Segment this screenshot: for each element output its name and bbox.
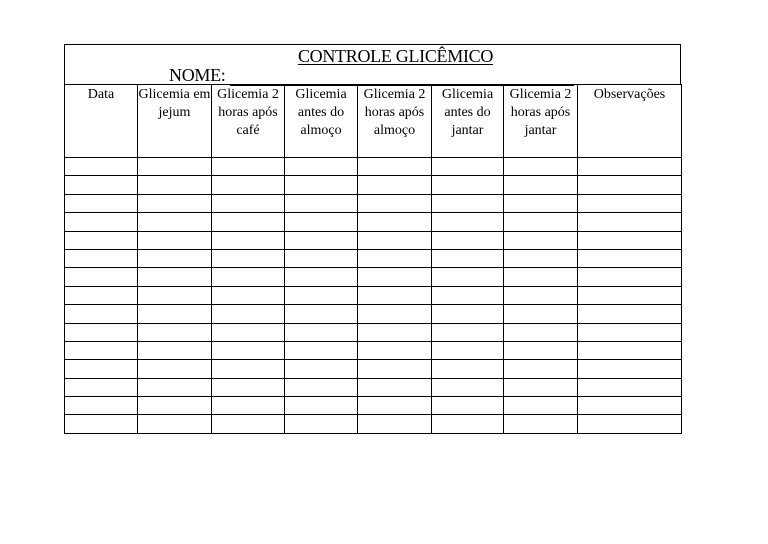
cell-fasting[interactable] [138,360,212,378]
cell-after-lunch[interactable] [358,176,432,194]
cell-after-lunch[interactable] [358,194,432,212]
table-row [65,231,682,249]
cell-fasting[interactable] [138,249,212,267]
cell-date[interactable] [65,360,138,378]
cell-after-dinner[interactable] [504,231,578,249]
cell-before-lunch[interactable] [285,378,358,396]
cell-after-lunch[interactable] [358,397,432,415]
cell-after-lunch[interactable] [358,415,432,433]
cell-fasting[interactable] [138,415,212,433]
header-after-breakfast: Glicemia 2 horas após café [212,85,285,158]
cell-before-dinner[interactable] [432,378,504,396]
cell-before-dinner[interactable] [432,286,504,304]
cell-after-dinner[interactable] [504,194,578,212]
cell-after-lunch[interactable] [358,323,432,341]
cell-after-dinner[interactable] [504,268,578,286]
cell-before-dinner[interactable] [432,231,504,249]
cell-observations[interactable] [578,231,682,249]
table-row [65,286,682,304]
cell-after-lunch[interactable] [358,305,432,323]
cell-after-dinner[interactable] [504,360,578,378]
table-row [65,249,682,267]
cell-after-breakfast[interactable] [212,341,285,359]
cell-after-dinner[interactable] [504,305,578,323]
cell-before-dinner[interactable] [432,213,504,231]
cell-after-breakfast[interactable] [212,286,285,304]
table-row [65,360,682,378]
cell-observations[interactable] [578,249,682,267]
glucose-table [64,84,682,434]
cell-after-dinner[interactable] [504,176,578,194]
cell-after-lunch[interactable] [358,341,432,359]
cell-date[interactable] [65,231,138,249]
table-row [65,176,682,194]
cell-after-breakfast[interactable] [212,176,285,194]
cell-before-lunch[interactable] [285,341,358,359]
cell-after-breakfast[interactable] [212,397,285,415]
table-row [65,378,682,396]
table-body [65,158,682,434]
cell-date[interactable] [65,378,138,396]
header-observations: Observações [578,85,682,158]
cell-after-dinner[interactable] [504,323,578,341]
cell-before-lunch[interactable] [285,176,358,194]
form-title: CONTROLE GLICÊMICO [297,46,494,66]
cell-after-lunch[interactable] [358,378,432,396]
cell-before-lunch[interactable] [285,323,358,341]
cell-after-lunch[interactable] [358,213,432,231]
table-row [65,397,682,415]
cell-before-dinner[interactable] [432,397,504,415]
cell-after-dinner[interactable] [504,378,578,396]
name-label: NOME: [169,65,226,85]
cell-date[interactable] [65,323,138,341]
cell-after-dinner[interactable] [504,158,578,176]
cell-date[interactable] [65,249,138,267]
cell-fasting[interactable] [138,231,212,249]
cell-observations[interactable] [578,341,682,359]
cell-before-lunch[interactable] [285,415,358,433]
cell-after-breakfast[interactable] [212,268,285,286]
header-fasting: Glicemia em jejum [138,85,212,158]
cell-date[interactable] [65,213,138,231]
cell-before-dinner[interactable] [432,176,504,194]
cell-before-dinner[interactable] [432,341,504,359]
cell-fasting[interactable] [138,268,212,286]
cell-before-lunch[interactable] [285,231,358,249]
cell-before-lunch[interactable] [285,286,358,304]
cell-fasting[interactable] [138,194,212,212]
cell-before-dinner[interactable] [432,323,504,341]
cell-after-dinner[interactable] [504,249,578,267]
cell-fasting[interactable] [138,378,212,396]
header-after-lunch: Glicemia 2 horas após almoço [358,85,432,158]
table-row [65,341,682,359]
cell-fasting[interactable] [138,158,212,176]
table-row [65,415,682,433]
cell-date[interactable] [65,415,138,433]
cell-fasting[interactable] [138,286,212,304]
cell-observations[interactable] [578,378,682,396]
cell-observations[interactable] [578,323,682,341]
cell-observations[interactable] [578,176,682,194]
cell-before-lunch[interactable] [285,360,358,378]
cell-observations[interactable] [578,213,682,231]
cell-before-dinner[interactable] [432,194,504,212]
cell-before-lunch[interactable] [285,213,358,231]
cell-observations[interactable] [578,286,682,304]
cell-fasting[interactable] [138,176,212,194]
cell-after-lunch[interactable] [358,158,432,176]
cell-before-lunch[interactable] [285,249,358,267]
cell-after-dinner[interactable] [504,415,578,433]
cell-before-lunch[interactable] [285,158,358,176]
cell-before-lunch[interactable] [285,194,358,212]
cell-date[interactable] [65,194,138,212]
table-row [65,194,682,212]
cell-after-breakfast[interactable] [212,231,285,249]
cell-observations[interactable] [578,397,682,415]
table-row [65,213,682,231]
cell-date[interactable] [65,176,138,194]
cell-after-lunch[interactable] [358,360,432,378]
cell-after-breakfast[interactable] [212,305,285,323]
name-row [169,65,574,86]
cell-before-lunch[interactable] [285,397,358,415]
cell-before-dinner[interactable] [432,249,504,267]
header-date: Data [65,85,138,158]
cell-before-dinner[interactable] [432,360,504,378]
form-header [64,44,681,85]
table-header-row [65,85,682,158]
cell-observations[interactable] [578,360,682,378]
cell-before-lunch[interactable] [285,305,358,323]
cell-date[interactable] [65,341,138,359]
cell-after-dinner[interactable] [504,397,578,415]
table-row [65,158,682,176]
cell-after-dinner[interactable] [504,286,578,304]
header-after-dinner: Glicemia 2 horas após jantar [504,85,578,158]
cell-before-dinner[interactable] [432,158,504,176]
cell-date[interactable] [65,268,138,286]
cell-observations[interactable] [578,305,682,323]
header-before-dinner: Glicemia antes do jantar [432,85,504,158]
cell-after-lunch[interactable] [358,286,432,304]
cell-after-breakfast[interactable] [212,158,285,176]
cell-before-dinner[interactable] [432,305,504,323]
cell-date[interactable] [65,286,138,304]
cell-after-breakfast[interactable] [212,378,285,396]
table-row [65,323,682,341]
cell-after-breakfast[interactable] [212,360,285,378]
cell-observations[interactable] [578,415,682,433]
cell-after-dinner[interactable] [504,213,578,231]
cell-after-breakfast[interactable] [212,213,285,231]
cell-observations[interactable] [578,194,682,212]
table-row [65,268,682,286]
glucose-control-form [64,44,681,438]
cell-before-dinner[interactable] [432,268,504,286]
cell-after-breakfast[interactable] [212,323,285,341]
cell-fasting[interactable] [138,341,212,359]
cell-before-dinner[interactable] [432,415,504,433]
cell-fasting[interactable] [138,397,212,415]
cell-after-lunch[interactable] [358,268,432,286]
cell-before-lunch[interactable] [285,268,358,286]
cell-observations[interactable] [578,268,682,286]
cell-fasting[interactable] [138,323,212,341]
table-row [65,305,682,323]
header-before-lunch: Glicemia antes do almoço [285,85,358,158]
cell-fasting[interactable] [138,213,212,231]
cell-observations[interactable] [578,158,682,176]
cell-after-dinner[interactable] [504,341,578,359]
cell-date[interactable] [65,158,138,176]
cell-after-breakfast[interactable] [212,194,285,212]
cell-after-lunch[interactable] [358,249,432,267]
cell-date[interactable] [65,305,138,323]
cell-date[interactable] [65,397,138,415]
cell-after-breakfast[interactable] [212,249,285,267]
cell-after-breakfast[interactable] [212,415,285,433]
cell-after-lunch[interactable] [358,231,432,249]
cell-fasting[interactable] [138,305,212,323]
